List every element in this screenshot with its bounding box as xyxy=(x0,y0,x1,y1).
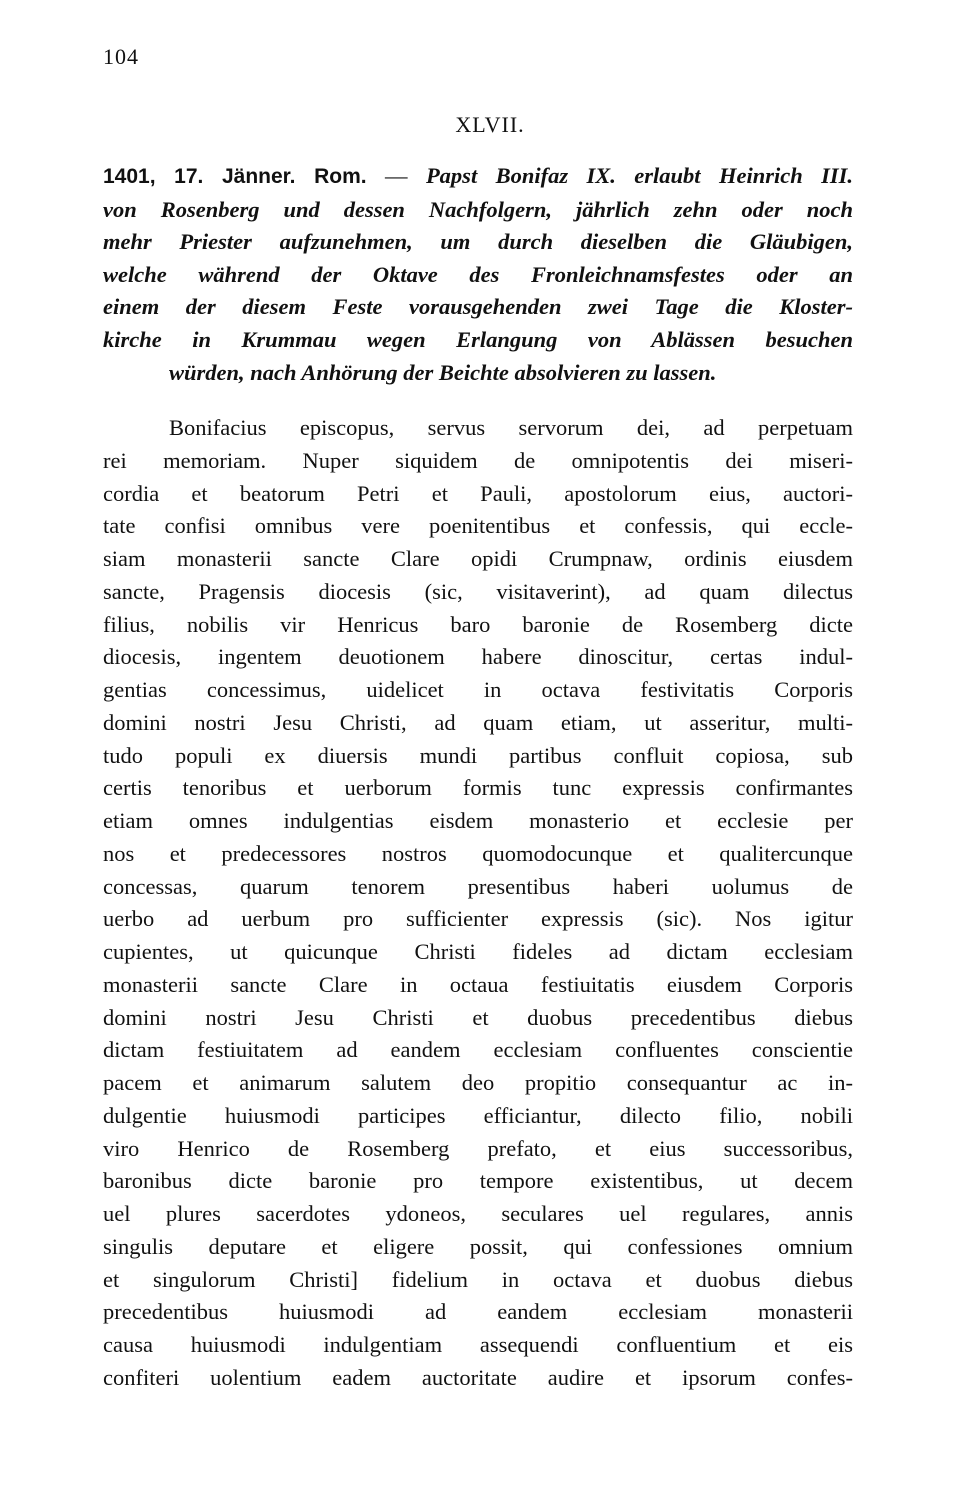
body-line: certis tenoribus et uerborum formis tunc expressis confirmantes xyxy=(103,775,853,801)
regest-line: mehr Priester aufzunehmen, um durch dieselben die Gläubigen, xyxy=(103,229,853,255)
body-line: viro Henrico de Rosemberg prefato, et eius successoribus, xyxy=(103,1135,853,1161)
body-line: gentias concessimus, uidelicet in octava festivitatis Corporis xyxy=(103,677,853,702)
regest-date: 1401, 17. Jänner. Rom. xyxy=(103,165,367,188)
body-line: rei memoriam. Nuper siquidem de omnipotentis dei miseri- xyxy=(103,447,853,473)
document-body xyxy=(103,412,853,1395)
body-line: domini nostri Jesu Christi et duobus precedentibus diebus xyxy=(103,1004,853,1030)
body-line: monasterii sancte Clare in octaua festiuitatis eiusdem Corporis xyxy=(103,971,853,997)
regest-line: würden, nach Anhörung der Beichte absolvieren zu lassen. xyxy=(169,359,717,385)
body-line: cordia et beatorum Petri et Pauli, apostolorum eius, auctori- xyxy=(103,480,853,506)
regest-line: einem der diesem Feste vorausgehenden zwei Tage die Kloster- xyxy=(103,294,853,320)
regest-line: kirche in Krummau wegen Erlangung von Ablässen besuchen xyxy=(103,326,853,352)
regest-text: Papst Bonifaz IX. erlaubt Heinrich III. xyxy=(425,163,854,188)
body-line: tudo populi ex diuersis mundi partibus confluit copiosa, sub xyxy=(103,742,853,768)
page-number: 104 xyxy=(103,44,139,69)
body-line: tate confisi omnibus vere poenitentibus et confessis, qui eccle- xyxy=(103,513,853,539)
regest-line: welche während der Oktave des Fronleichnamsfestes oder an xyxy=(103,261,853,287)
body-line: sancte, Pragensis diocesis (sic, visitaverint), ad quam dilectus xyxy=(103,578,853,604)
regest-line: von Rosenberg und dessen Nachfolgern, jährlich zehn oder noch xyxy=(103,196,853,222)
body-line: singulis deputare et eligere possit, qui confessiones omnium xyxy=(103,1233,853,1259)
body-line: domini nostri Jesu Christi, ad quam etiam, ut asseritur, multi- xyxy=(103,709,853,735)
body-line: pacem et animarum salutem deo propitio consequantur ac in- xyxy=(103,1070,853,1095)
body-line: uel plures sacerdotes ydoneos, seculares uel regulares, annis xyxy=(103,1201,853,1226)
body-line: causa huiusmodi indulgentiam assequendi confluentium et eis xyxy=(103,1332,853,1357)
regest-dash: — xyxy=(366,163,426,188)
body-line: diocesis, ingentem deuotionem habere dinoscitur, certas indul- xyxy=(103,644,853,670)
body-line: et singulorum Christi] fidelium in octava et duobus diebus xyxy=(103,1266,853,1292)
body-line: dictam festiuitatem ad eandem ecclesiam confluentes conscientie xyxy=(103,1037,853,1063)
document-number: XLVII. xyxy=(455,112,525,137)
body-line: baronibus dicte baronie pro tempore existentibus, ut decem xyxy=(103,1168,853,1194)
regest-summary xyxy=(103,160,853,389)
body-line: filius, nobilis vir Henricus baro baronie de Rosemberg dicte xyxy=(103,611,853,637)
body-line: etiam omnes indulgentias eisdem monasterio et ecclesie per xyxy=(103,808,853,833)
body-line: confiteri uolentium eadem auctoritate audire et ipsorum confes- xyxy=(103,1364,853,1390)
body-line: uerbo ad uerbum pro sufficienter expressis (sic). Nos igitur xyxy=(103,906,853,932)
regest-line xyxy=(103,160,853,194)
body-line: precedentibus huiusmodi ad eandem ecclesiam monasterii xyxy=(103,1299,853,1325)
body-line: nos et predecessores nostros quomodocunque et qualitercunque xyxy=(103,840,853,866)
body-line: siam monasterii sancte Clare opidi Crumpnaw, ordinis eiusdem xyxy=(103,546,853,571)
body-line: concessas, quarum tenorem presentibus haberi uolumus de xyxy=(103,873,853,899)
body-line: Bonifacius episcopus, servus servorum dei, ad perpetuam xyxy=(169,415,853,440)
body-line: dulgentie huiusmodi participes efficiantur, dilecto filio, nobili xyxy=(103,1102,853,1128)
body-line: cupientes, ut quicunque Christi fideles ad dictam ecclesiam xyxy=(103,939,853,964)
